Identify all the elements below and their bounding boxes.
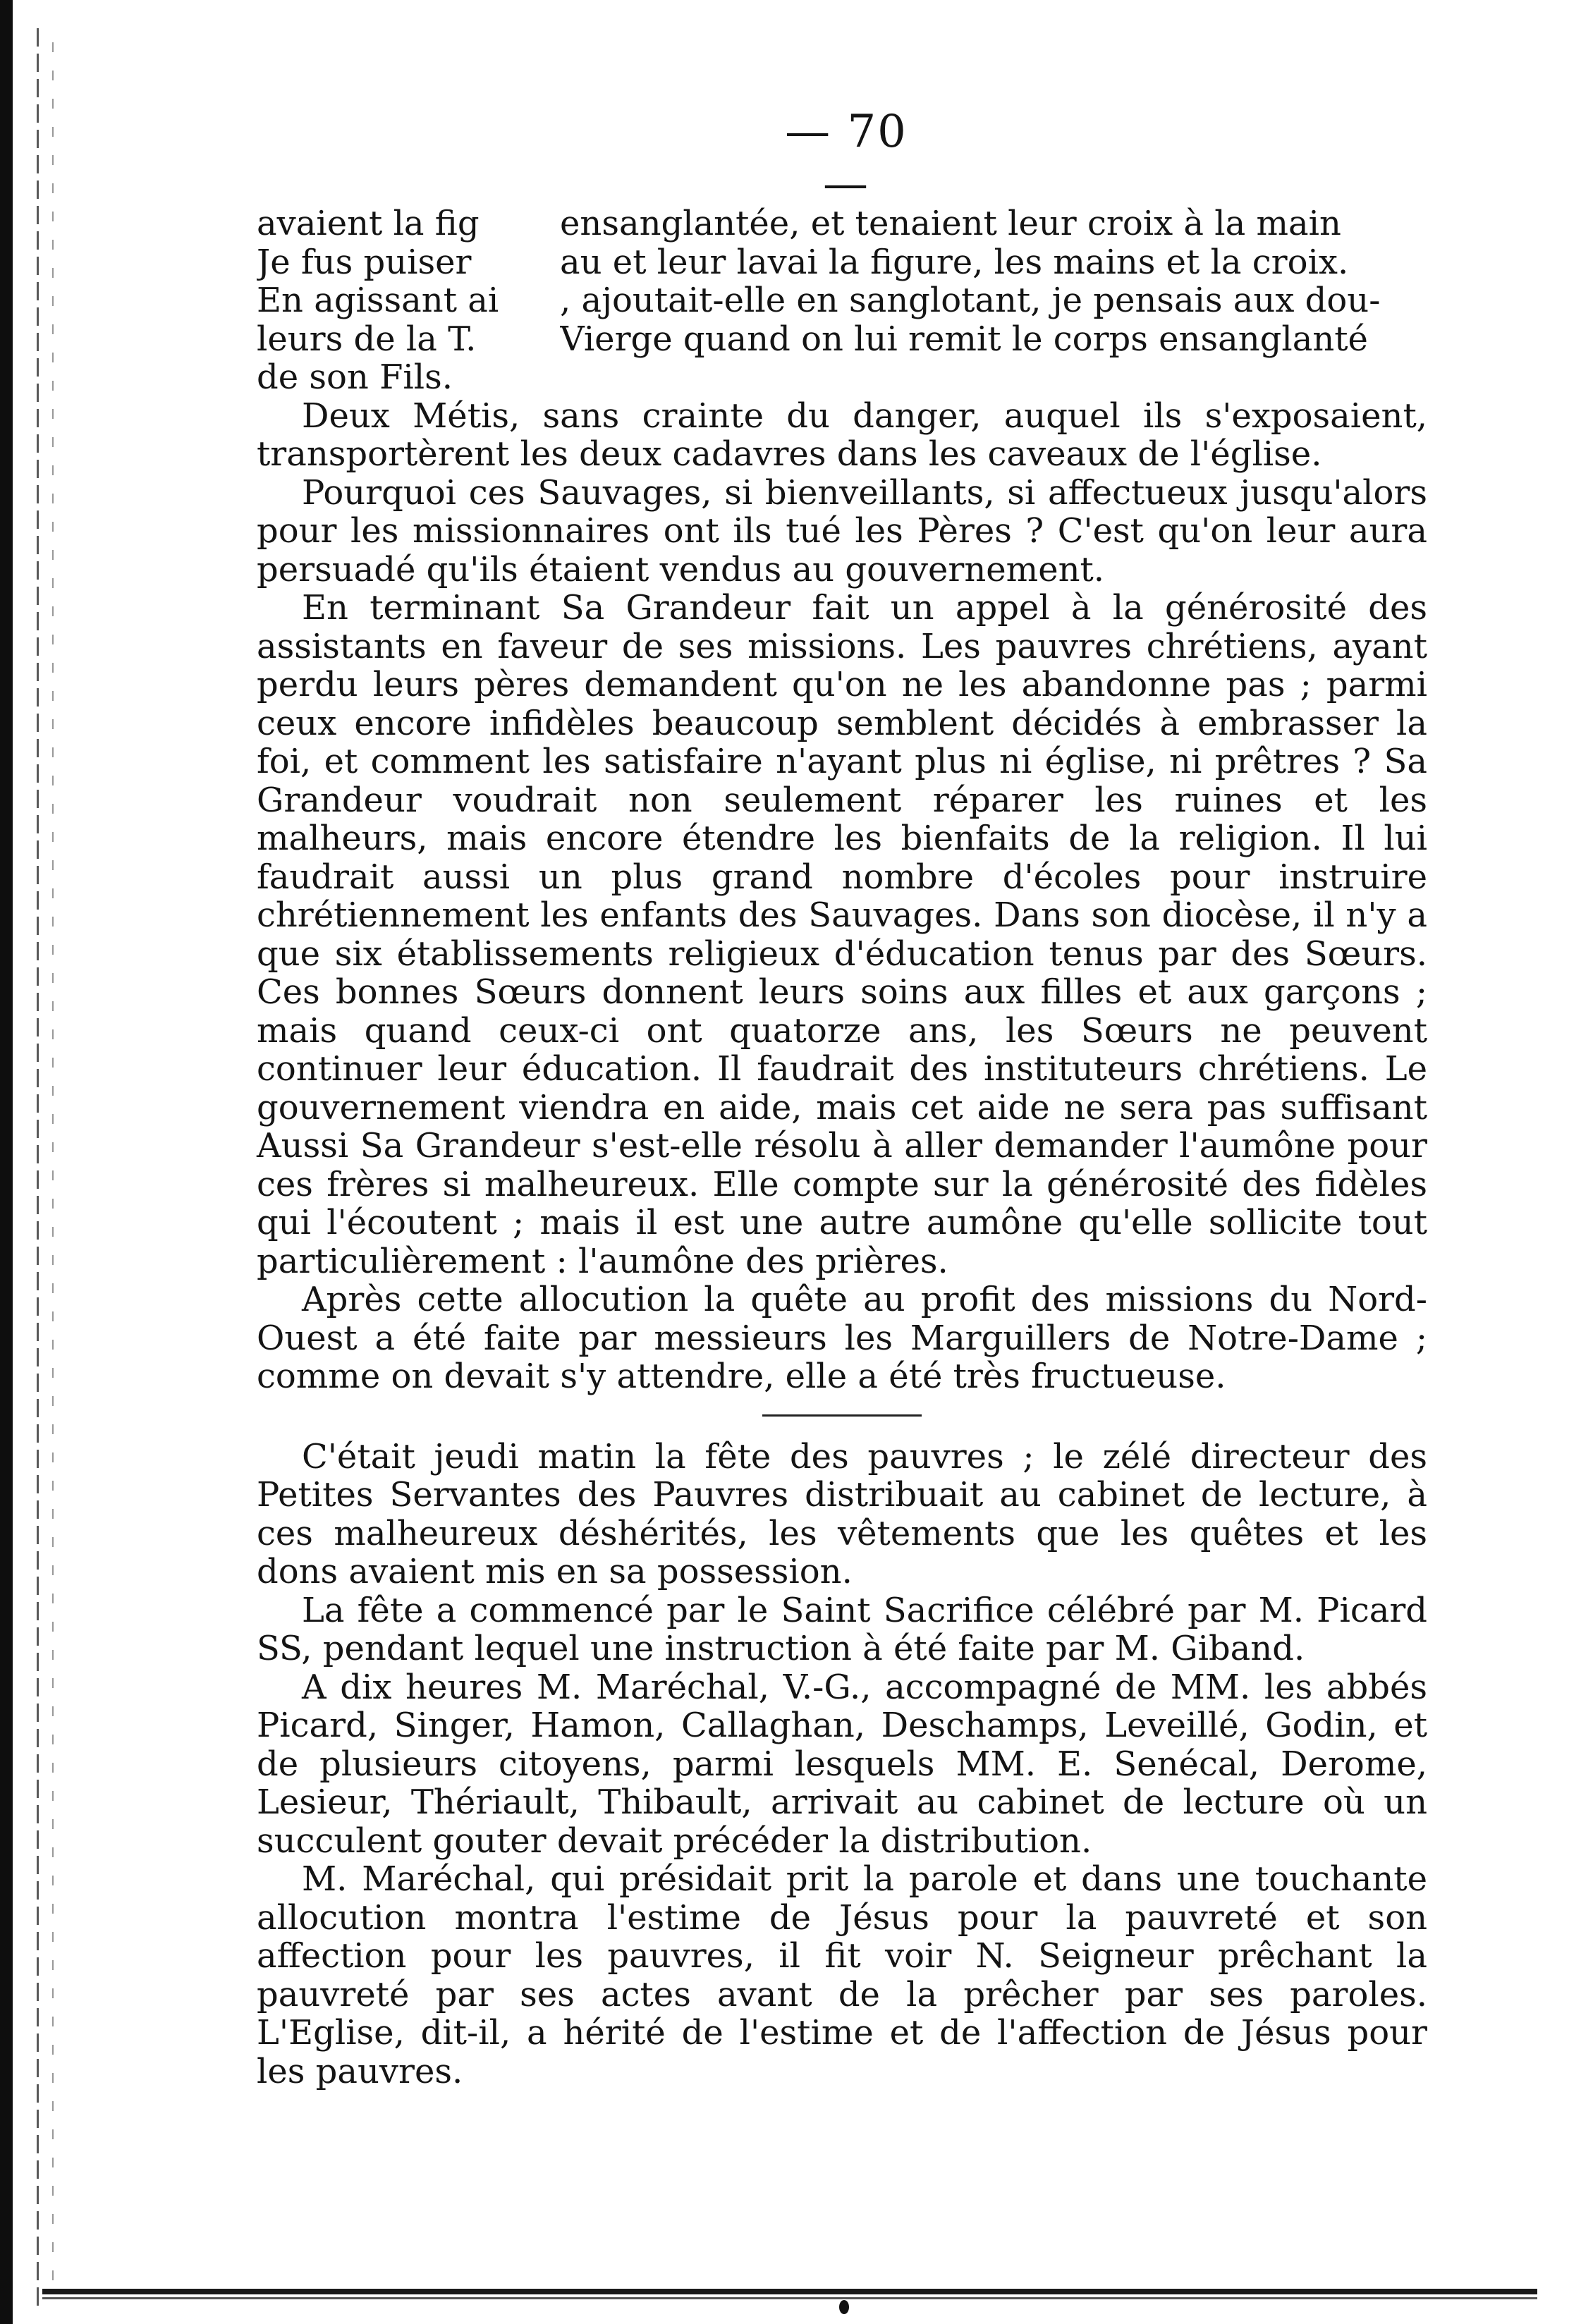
scan-edge-shadow — [0, 0, 13, 2324]
page-number: — 70 — — [785, 106, 908, 210]
fragment-right-column — [560, 204, 1427, 397]
fragment-left-line: leurs de la T. — [257, 319, 477, 358]
scan-bottom-edge-secondary — [42, 2297, 1537, 2299]
torn-fragment-block — [257, 204, 1427, 397]
ink-blot-mark — [839, 2300, 849, 2314]
fragment-left-line: En agissant ai — [257, 281, 499, 320]
paragraph: Après cette allocution la quête au profit des missions du Nord-Ouest a été faite par messieurs les Marguillers de Notre-Dame ; comme on devait s'y attendre, elle a été très fructueuse. — [257, 1280, 1427, 1396]
scan-binding-rule — [37, 28, 39, 2313]
fragment-left-line: avaient la fig — [257, 204, 480, 243]
paragraph: La fête a commencé par le Saint Sacrifice célébré par M. Picard SS, pendant lequel une instruction à été faite par M. Giband. — [257, 1590, 1427, 1668]
scan-bottom-edge — [42, 2289, 1537, 2294]
paragraph: C'était jeudi matin la fête des pauvres ; le zélé directeur des Petites Servantes des Pauvres distribuait au cabinet de lecture, à ces malheureux déshérités, les vêtements que les quêtes et les dons avaient mis en sa possession. — [257, 1436, 1427, 1591]
fragment-left-column — [257, 204, 560, 397]
paragraph: A dix heures M. Maréchal, V.-G., accompagné de MM. les abbés Picard, Singer, Hamon, Callaghan, Deschamps, Leveillé, Godin, et de plusieurs citoyens, parmi lesquels MM. E. Senécal, Derome, Lesieur, Thériault, Thibault, arrivait au cabinet de lecture où un succulent gouter devait précéder la distribution. — [257, 1667, 1427, 1861]
paragraph: En terminant Sa Grandeur fait un appel à la générosité des assistants en faveur de ses missions. Les pauvres chrétiens, ayant perdu leurs pères demandent qu'on ne les abandonne pas ; parmi ceux encore infidèles beaucoup semblent décidés à embrasser la foi, et comment les satisfaire n'ayant plus ni église, ni prêtres ? Sa Grandeur voudrait non seulement réparer les ruines et les malheurs, mais encore étendre les bienfaits de la religion. Il lui faudrait aussi un plus grand nombre d'écoles pour instruire chrétiennement les enfants des Sauvages. Dans son diocèse, il n'y a que six établissements religieux d'éducation tenus par des Sœurs. Ces bonnes Sœurs donnent leurs soins aux filles et aux garçons ; mais quand ceux-ci ont quatorze ans, les Sœurs ne peuvent continuer leur éducation. Il faudrait des instituteurs chrétiens. Le gouvernement viendra en aide, mais cet aide ne sera pas suffisant Aussi Sa Grandeur s'est-elle résolu à aller demander l'aumône pour ces frères si malheureux. Elle compte sur la générosité des fidèles qui l'écoutent ; mais il est une autre aumône qu'elle sollicite tout particulièrement : l'aumône des prières. — [257, 588, 1427, 1281]
fragment-right-line: Vierge quand on lui remit le corps ensanglanté — [560, 319, 1368, 358]
scan-binding-rule-secondary — [52, 42, 54, 2299]
paragraph: M. Maréchal, qui présidait prit la parole et dans une touchante allocution montra l'estime de Jésus pour la pauvreté et son affection pour les pauvres, il fit voir N. Seigneur prêchant la pauvreté par ses actes avant de la prêcher par ses paroles. L'Eglise, dit-il, a hérité de l'estime et de l'affection de Jésus pour les pauvres. — [257, 1859, 1427, 2091]
fragment-right-line: ensanglantée, et tenaient leur croix à la main — [560, 204, 1341, 243]
fragment-right-line: au et leur lavai la figure, les mains et la croix. — [560, 243, 1349, 281]
fragment-left-line: de son Fils. — [257, 358, 453, 397]
paragraph: Pourquoi ces Sauvages, si bienveillants, si affectueux jusqu'alors pour les missionnaires ont ils tué les Pères ? C'est qu'on leur aura persuadé qu'ils étaient vendus au gouvernement. — [257, 472, 1427, 589]
fragment-left-line: Je fus puiser — [257, 243, 472, 281]
section-separator — [762, 1414, 922, 1417]
page-body — [257, 204, 1427, 2091]
paragraph: Deux Métis, sans crainte du danger, auquel ils s'exposaient, transportèrent les deux cadavres dans les caveaux de l'église. — [257, 396, 1427, 474]
fragment-right-line: , ajoutait-elle en sanglotant, je pensais aux dou- — [560, 281, 1381, 320]
